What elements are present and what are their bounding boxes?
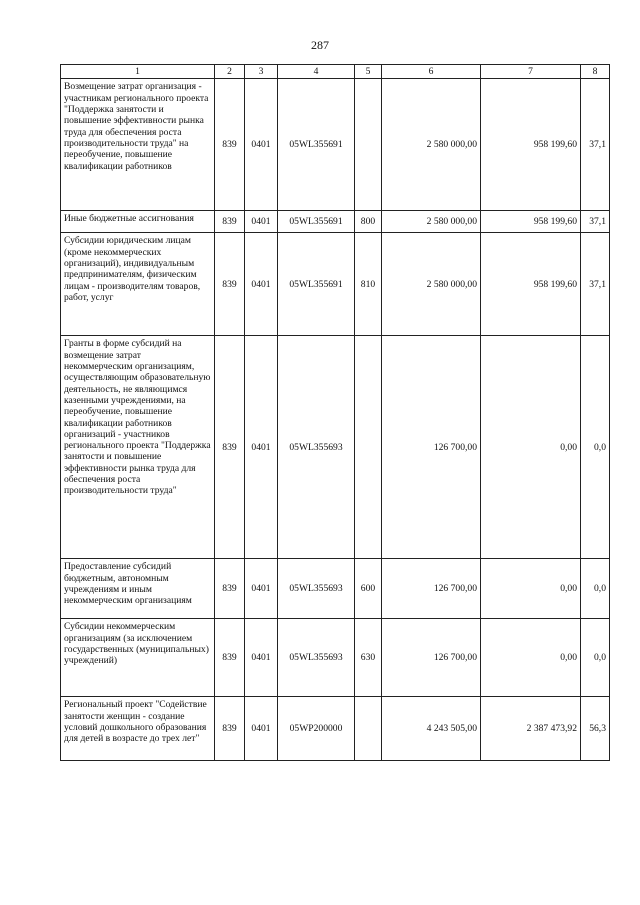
table-row: [61, 79, 610, 211]
cell-col2: 839: [215, 79, 245, 211]
row-name-cell: Возмещение затрат организация - участникам регионального проекта "Поддержка занятости и повышение эффективности рынка труда для обеспечения роста производительности труда" на переобучение, повышение квалификации работников: [61, 79, 215, 211]
page-number: 287: [311, 38, 329, 52]
row-name-cell: Гранты в форме субсидий на возмещение затрат некоммерческим организациям, осуществляющим образовательную деятельность, не являющимся казенными учреждениями, на переобучение, повышение квалификации работников организаций - участников регионального проекта "Поддержка занятости и повышение эффективности рынка труда для обеспечения роста производительности труда": [61, 336, 215, 559]
cell-col8: 37,1: [581, 79, 610, 211]
cell-col7: 0,00: [481, 559, 581, 619]
row-name-cell: Субсидии юридическим лицам (кроме некоммерческих организаций), индивидуальным предпринимателям, физическим лицам - производителям товаров, работ, услуг: [61, 233, 215, 336]
cell-col7: 958 199,60: [481, 211, 581, 233]
cell-col7: 0,00: [481, 619, 581, 697]
cell-col4: 05WP200000: [278, 697, 355, 761]
cell-col7: 958 199,60: [481, 79, 581, 211]
cell-col5: 800: [355, 211, 382, 233]
table-row: [61, 233, 610, 336]
cell-col5: [355, 697, 382, 761]
cell-col6: 126 700,00: [382, 619, 481, 697]
column-header: 6: [382, 65, 481, 79]
cell-col6: 2 580 000,00: [382, 211, 481, 233]
cell-col5: [355, 336, 382, 559]
table-header-row: [61, 65, 610, 79]
cell-col3: 0401: [245, 619, 278, 697]
cell-col5: 810: [355, 233, 382, 336]
cell-col8: 0,0: [581, 619, 610, 697]
cell-col4: 05WL355693: [278, 559, 355, 619]
column-header: 7: [481, 65, 581, 79]
table-row: [61, 619, 610, 697]
cell-col2: 839: [215, 211, 245, 233]
cell-col6: 126 700,00: [382, 336, 481, 559]
cell-col7: 0,00: [481, 336, 581, 559]
column-header: 5: [355, 65, 382, 79]
cell-col4: 05WL355691: [278, 79, 355, 211]
cell-col3: 0401: [245, 233, 278, 336]
cell-col4: 05WL355693: [278, 619, 355, 697]
row-name-cell: Субсидии некоммерческим организациям (за исключением государственных (муниципальных) учреждений): [61, 619, 215, 697]
cell-col2: 839: [215, 336, 245, 559]
cell-col6: 4 243 505,00: [382, 697, 481, 761]
column-header: 1: [61, 65, 215, 79]
table-row: [61, 336, 610, 559]
cell-col5: 630: [355, 619, 382, 697]
budget-table: [60, 64, 610, 761]
cell-col8: 37,1: [581, 211, 610, 233]
column-header: 4: [278, 65, 355, 79]
cell-col8: 56,3: [581, 697, 610, 761]
cell-col4: 05WL355691: [278, 211, 355, 233]
cell-col6: 126 700,00: [382, 559, 481, 619]
cell-col7: 958 199,60: [481, 233, 581, 336]
cell-col3: 0401: [245, 79, 278, 211]
cell-col4: 05WL355691: [278, 233, 355, 336]
cell-col4: 05WL355693: [278, 336, 355, 559]
cell-col8: 37,1: [581, 233, 610, 336]
table-row: [61, 211, 610, 233]
cell-col7: 2 387 473,92: [481, 697, 581, 761]
cell-col3: 0401: [245, 336, 278, 559]
cell-col2: 839: [215, 619, 245, 697]
cell-col2: 839: [215, 233, 245, 336]
row-name-cell: Иные бюджетные ассигнования: [61, 211, 215, 233]
cell-col3: 0401: [245, 559, 278, 619]
cell-col6: 2 580 000,00: [382, 79, 481, 211]
column-header: 8: [581, 65, 610, 79]
cell-col2: 839: [215, 697, 245, 761]
column-header: 3: [245, 65, 278, 79]
cell-col2: 839: [215, 559, 245, 619]
cell-col8: 0,0: [581, 336, 610, 559]
column-header: 2: [215, 65, 245, 79]
table-row: [61, 697, 610, 761]
cell-col5: 600: [355, 559, 382, 619]
table-row: [61, 559, 610, 619]
cell-col5: [355, 79, 382, 211]
cell-col6: 2 580 000,00: [382, 233, 481, 336]
cell-col3: 0401: [245, 211, 278, 233]
cell-col3: 0401: [245, 697, 278, 761]
row-name-cell: Предоставление субсидий бюджетным, автономным учреждениям и иным некоммерческим организациям: [61, 559, 215, 619]
cell-col8: 0,0: [581, 559, 610, 619]
row-name-cell: Региональный проект "Содействие занятости женщин - создание условий дошкольного образования для детей в возрасте до трех лет": [61, 697, 215, 761]
